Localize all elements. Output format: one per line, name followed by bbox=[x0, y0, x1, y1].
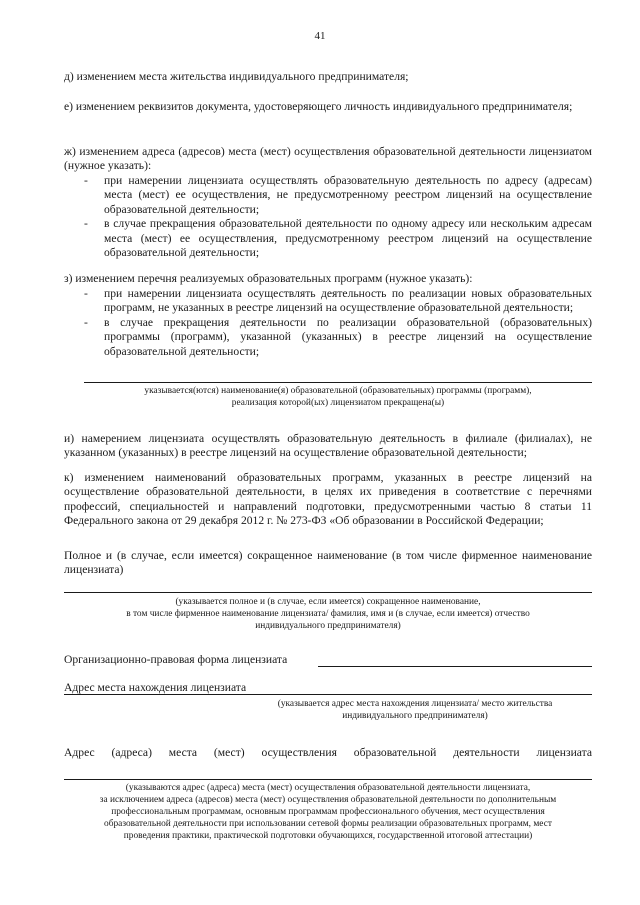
item-z-option-1: - при намерении лицензиата осуществлять деятельность по реализации новых образовательных программ, не указанных в реестре лицензий на осуществление образовательной деятельности; bbox=[64, 287, 592, 316]
item-z-options bbox=[64, 287, 592, 359]
full-name-caption-3: индивидуального предпринимателя) bbox=[255, 621, 401, 631]
full-name-caption-2: в том числе фирменное наименование лицензиата/ фамилия, имя и (в случае, если имеется) отчество bbox=[126, 609, 530, 619]
full-name-caption-1: (указывается полное и (в случае, если имеется) сокращенное наименование, bbox=[175, 597, 481, 607]
location-caption-2: индивидуального предпринимателя) bbox=[342, 711, 488, 721]
item-z-option-2: - в случае прекращения деятельности по реализации образовательной (образовательных) программы (программ), указанной (указанных) в реестре лицензий на осуществление образовательной деятельности; bbox=[64, 316, 592, 359]
location-fill-line bbox=[64, 694, 592, 695]
activity-address-caption-2: за исключением адреса (адресов) места (мест) осуществления образовательной деятельности по дополнительным bbox=[99, 795, 557, 805]
item-zh-intro: ж) изменением адреса (адресов) места (мест) осуществления образовательной деятельности лицензиатом (нужное указать): bbox=[64, 145, 592, 173]
item-k: к) изменением наименований образовательных программ, указанных в реестре лицензий на осуществление образовательной деятельности, в целях их приведения в соответствие с перечнями профессий, специальностей и направлений подготовки, предусмотренными частью 8 статьи 11 Федерального закона от 29 декабря 2012 г. № 273-ФЗ «Об образовании в Российской Федерации; bbox=[64, 471, 592, 528]
item-zh-option-2: - в случае прекращения образовательной деятельности по одному адресу или нескольким адресам места (мест) ее осуществления, предусмотренному реестром лицензий на осуществление образовательной деятельности; bbox=[64, 217, 592, 260]
activity-address-caption-3: профессиональным программам, основным программам профессионального обучения, мест осуществления bbox=[111, 807, 545, 817]
activity-address-label: Адрес (адреса) места (мест) осуществления образовательной деятельности лицензиата bbox=[64, 746, 592, 759]
full-name-label: Полное и (в случае, если имеется) сокращенное наименование (в том числе фирменное наименование лицензиата) bbox=[64, 549, 592, 577]
item-e: е) изменением реквизитов документа, удостоверяющего личность индивидуального предпринимателя; bbox=[64, 100, 573, 113]
org-form-fill-line bbox=[318, 666, 592, 667]
activity-address-fill-line bbox=[64, 779, 592, 780]
item-z-intro: з) изменением перечня реализуемых образовательных программ (нужное указать): bbox=[64, 272, 473, 285]
activity-address-caption-5: проведения практики, практической подготовки обучающихся, государственной итоговой аттестации) bbox=[123, 831, 533, 841]
programs-fill-line bbox=[84, 382, 592, 383]
activity-address-caption-1: (указываются адрес (адреса) места (мест) осуществления образовательной деятельности лицензиата, bbox=[125, 783, 531, 793]
item-d: д) изменением места жительства индивидуального предпринимателя; bbox=[64, 70, 409, 83]
activity-address-caption-4: образовательной деятельности при использовании сетевой формы реализации образовательных программ, мест bbox=[104, 819, 552, 829]
programs-caption-1: указывается(ются) наименование(я) образовательной (образовательных) программы (программ), bbox=[144, 386, 532, 396]
item-zh-options bbox=[64, 174, 592, 260]
item-i: и) намерением лицензиата осуществлять образовательную деятельность в филиале (филиалах), не указанном (указанных) в реестре лицензий на осуществление образовательной деятельности; bbox=[64, 432, 592, 460]
item-zh-option-1: - при намерении лицензиата осуществлять образовательную деятельность по адресу (адресам) места (мест) ее осуществления, не предусмотренному реестром лицензий на осуществление образовательной деятельности; bbox=[64, 174, 592, 217]
org-form-label: Организационно-правовая форма лицензиата bbox=[64, 653, 288, 666]
location-label: Адрес места нахождения лицензиата bbox=[64, 681, 247, 694]
page-number: 41 bbox=[314, 30, 326, 42]
full-name-fill-line bbox=[64, 592, 592, 593]
location-caption-1: (указывается адрес места нахождения лицензиата/ место жительства bbox=[277, 699, 553, 709]
programs-caption-2: реализация которой(ых) лицензиатом прекращена(ы) bbox=[231, 398, 445, 408]
